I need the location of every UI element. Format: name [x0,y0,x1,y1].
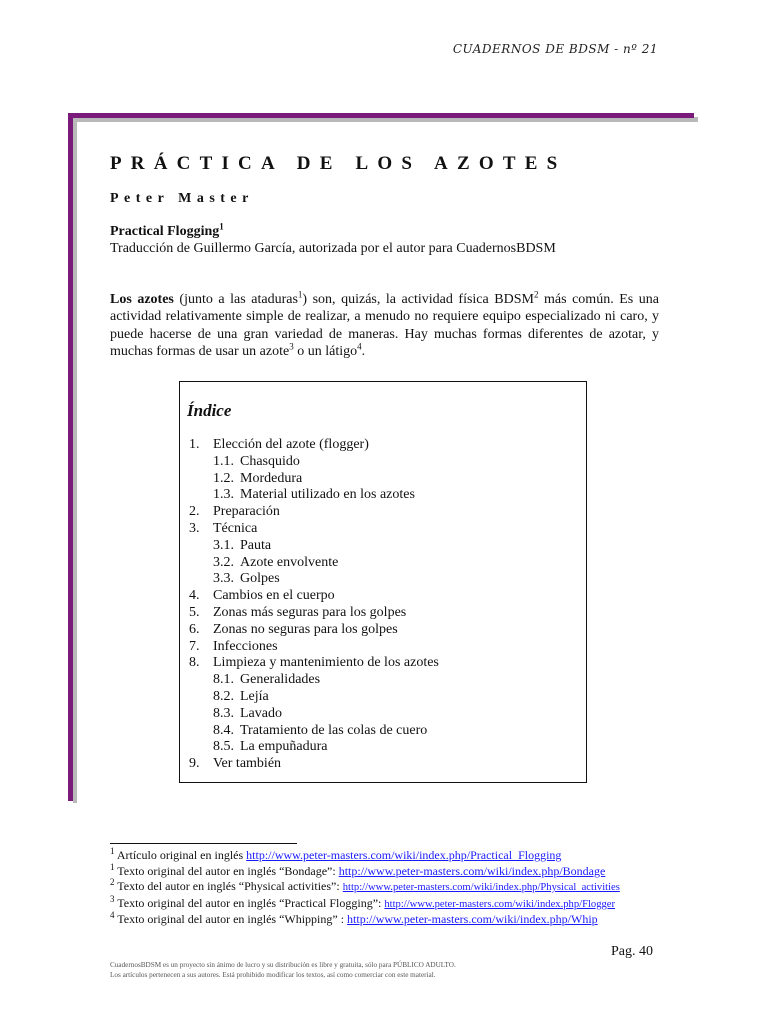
original-title [110,221,224,240]
toc-item[interactable] [189,706,439,723]
bottom-note [110,960,456,980]
footnote [110,861,620,880]
toc-item-number: 3.2. [213,554,234,570]
toc-item-number: 2. [189,504,200,520]
footnote-link[interactable]: http://www.peter-masters.com/wiki/index.php/Bondage [338,863,606,878]
toc-item-label: La empuñadura [240,739,328,755]
intro-lead: Los azotes [110,292,174,307]
article-title: PRÁCTICA DE LOS AZOTES [110,153,567,174]
toc-item[interactable] [189,689,439,706]
toc-item-label: Generalidades [240,672,321,688]
translation-note: Traducción de Guillermo García, autorizada por el autor para CuadernosBDSM [110,241,556,256]
toc-item-label: Azote envolvente [240,554,339,570]
footnote-mark: 2 [110,877,115,888]
footnote-link[interactable]: http://www.peter-masters.com/wiki/index.php/Physical_activities [342,882,620,894]
toc-item[interactable] [189,471,439,488]
footnote-text: Texto original del autor en inglés “Whipping” : [114,912,348,927]
footnote-mark: 3 [110,893,115,904]
intro-text: ) son, quizás, la actividad física BDSM [302,292,534,307]
footnote [110,912,620,928]
original-title-text: Practical Flogging [110,224,220,239]
toc-item-label: Tratamiento de las colas de cuero [240,722,428,738]
frame-left-shadow [73,118,77,803]
toc-item-label: Ver también [213,756,282,772]
toc-item-label: Cambios en el cuerpo [213,588,335,604]
footnote-ref[interactable]: 1 [219,221,224,232]
intro-text: más común. Es una actividad relativamente simple de realizar, a menudo no requiere equipo especializado ni caro, y puede hacerse de una gran variedad de maneras. Hay muchas formas diferentes de azotar, y muchas formas de usar un azote [110,292,659,359]
toc-item[interactable] [189,622,439,639]
toc-item-label: Técnica [213,520,258,536]
toc-item[interactable] [189,588,439,605]
toc-item-label: Lejía [240,688,269,704]
running-head: CUADERNOS DE BDSM - nº 21 [452,42,658,56]
footnote-separator [110,843,297,844]
toc-item-label: Infecciones [213,638,278,654]
toc-heading: Índice [187,401,232,420]
footnote [110,848,620,864]
footnote-ref[interactable]: 4 [357,341,362,352]
footnote-mark: 1 [110,846,115,856]
toc-item[interactable] [189,756,439,773]
footnote-link[interactable]: http://www.peter-masters.com/wiki/index.php/Whip [347,912,598,927]
footnote [110,879,620,896]
toc-item-label: Golpes [240,571,280,587]
toc-item-label: Lavado [240,705,282,721]
toc-item-number: 1. [189,437,200,452]
toc-item-number: 3.1. [213,537,234,553]
toc-item-label: Preparación [213,504,280,520]
footnote-mark: 4 [110,910,115,921]
toc-item[interactable] [189,555,439,572]
toc-item-number: 1.1. [213,453,234,469]
footnote [110,893,620,913]
page-number: Pag. 40 [611,944,653,959]
toc-list [189,437,439,773]
toc-item-label: Pauta [240,537,272,553]
toc-item-number: 4. [189,588,200,604]
intro-text: o un látigo [293,343,358,359]
frame-left-bar [68,113,73,801]
bottom-note-line: Los artículos pertenecen a sus autores. Está prohibido modificar los textos, así como comerciar con este material. [110,971,436,979]
toc-item[interactable] [189,605,439,622]
toc-item-number: 1.3. [213,487,234,503]
footnotes [110,848,620,928]
toc-item[interactable] [189,723,439,740]
toc-item-number: 8.3. [213,705,234,721]
toc-item-number: 9. [189,756,200,772]
footnote-ref[interactable]: 3 [289,341,294,352]
toc-item-number: 1.2. [213,470,234,486]
toc-item[interactable] [189,672,439,689]
toc-item-number: 3.3. [213,571,234,587]
toc-item[interactable] [189,655,439,672]
toc-item-label: Limpieza y mantenimiento de los azotes [213,655,439,671]
toc-item[interactable] [189,454,439,471]
toc-item-label: Elección del azote (flogger) [213,437,369,452]
toc-item[interactable] [189,571,439,588]
toc-item[interactable] [189,538,439,555]
intro-text: (junto a las ataduras [173,292,298,307]
toc-item-number: 8.2. [213,688,234,704]
toc-item[interactable] [189,639,439,656]
toc-item-number: 8.1. [213,672,234,688]
toc-item-label: Zonas no seguras para los golpes [213,621,398,637]
footnote-ref[interactable]: 2 [533,289,539,300]
footnote-text: Texto original del autor en inglés “Bondage”: [114,863,339,878]
toc-item-number: 8.5. [213,739,234,755]
toc-item[interactable] [189,521,439,538]
toc-item[interactable] [189,504,439,521]
intro-text: . [361,343,366,359]
intro-paragraph [110,291,659,360]
footnote-link[interactable]: http://www.peter-masters.com/wiki/index.php/Practical_Flogging [246,848,562,862]
footnote-text: Texto del autor en inglés “Physical activities”: [114,879,343,894]
footnote-text: Texto original del autor en inglés “Practical Flogging”: [114,895,385,910]
bottom-note-line: CuadernosBDSM es un proyecto sin ánimo de lucro y su distribución es libre y gratuita, sólo para PÚBLICO ADULTO. [110,961,456,969]
toc-item-label: Chasquido [240,453,300,469]
toc-item-number: 5. [189,604,200,620]
footnote-mark: 1 [110,861,115,872]
frame-top-bar [68,113,694,118]
toc-item-number: 7. [189,638,200,654]
toc-item[interactable] [189,437,439,454]
toc-item-number: 8. [189,655,200,671]
toc-item-number: 8.4. [213,722,234,738]
footnote-text: Artículo original en inglés [114,848,247,862]
article-author: Peter Master [110,191,254,206]
toc-item[interactable] [189,739,439,756]
toc-item-label: Mordedura [240,470,303,486]
toc-item-number: 6. [189,621,200,637]
toc-item-label: Zonas más seguras para los golpes [213,604,407,620]
toc-item[interactable] [189,487,439,504]
footnote-ref[interactable]: 1 [297,289,303,300]
toc-item-number: 3. [189,520,200,536]
toc-item-label: Material utilizado en los azotes [240,487,415,503]
footnote-link[interactable]: http://www.peter-masters.com/wiki/index.php/Flogger [384,898,616,910]
